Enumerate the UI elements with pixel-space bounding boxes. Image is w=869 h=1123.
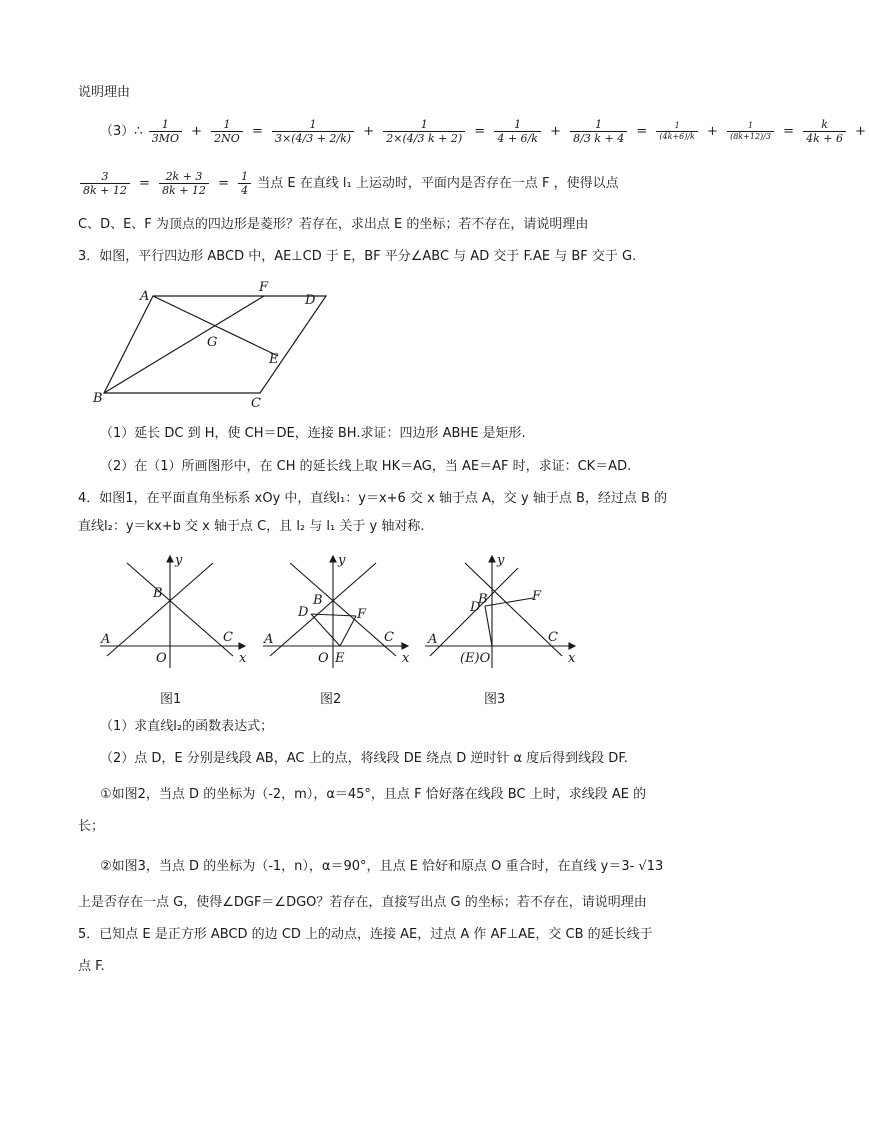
label-g: G	[207, 335, 218, 350]
question-5: 5．已知点 E 是正方形 ABCD 的边 CD 上的动点，连接 AE，过点 A 作 AF⊥AE，交 CB 的延长线于	[78, 927, 653, 942]
axis-x-label: x	[239, 651, 247, 666]
label-e: E	[269, 352, 279, 367]
axis-y-label: y	[497, 553, 505, 568]
fraction: $\frac{1}{4 + 6/k}$	[494, 118, 541, 145]
question-4-case-1: ①如图2，当点 D 的坐标为（-2，m），α＝45°，且点 F 恰好落在线段 BC 上时，求线段 AE 的	[100, 787, 647, 802]
question-4-case-2-cont: 上是否存在一点 G，使得∠DGF＝∠DGO？若存在，直接写出点 G 的坐标；若不存在，请说明理由	[78, 895, 647, 910]
label-c: C	[223, 630, 233, 645]
label-a: A	[101, 632, 111, 647]
fraction: $\frac{1}{(4k+6)/k}$	[656, 121, 698, 142]
label-f: F	[357, 607, 367, 622]
label-b: B	[153, 586, 163, 601]
label-o: O	[318, 651, 329, 666]
text-segment: 当点 E 在直线 l₁ 上运动时，平面内是否存在一点 F ，使得以点	[257, 176, 619, 191]
fraction: $\frac{1}{3MO}$	[149, 118, 182, 145]
question-4-case-2: ②如图3，当点 D 的坐标为（-1，n），α＝90°，且点 E 恰好和原点 O 重合时，在直线 y＝3- √13	[100, 859, 664, 874]
label-o: O	[156, 651, 167, 666]
fraction: $\frac{1}{8/3 k + 4}$	[570, 118, 627, 145]
figure-caption: 图1	[160, 692, 182, 707]
figure-caption: 图2	[320, 692, 342, 707]
label-eo: (E)O	[460, 651, 491, 666]
axis-y-label: y	[175, 553, 183, 568]
question-3: 3．如图，平行四边形 ABCD 中，AE⊥CD 于 E，BF 平分∠ABC 与 AD 交于 F.AE 与 BF 交于 G.	[78, 249, 637, 264]
label-a: A	[428, 632, 438, 647]
fraction: $\frac{k}{4k + 6}$	[803, 118, 846, 145]
fraction: $\frac{3}{8k + 12}$	[80, 170, 130, 197]
question-4-part-2: （2）点 D，E 分别是线段 AB，AC 上的点，将线段 DE 绕点 D 逆时针 α 度后得到线段 DF.	[100, 751, 628, 766]
figure-caption: 图3	[484, 692, 506, 707]
label-c: C	[548, 630, 558, 645]
coordinate-figure-2	[258, 548, 418, 673]
label-a: A	[264, 632, 274, 647]
axis-x-label: x	[402, 651, 410, 666]
question-4-part-1: （1）求直线l₂的函数表达式；	[100, 719, 274, 734]
parallelogram-figure	[88, 278, 338, 410]
label-c: C	[384, 630, 394, 645]
fraction: $\frac{1}{(8k+12)/3}$	[727, 121, 774, 142]
fraction: $\frac{1}{2\times(4/3 k + 2)}$	[383, 118, 465, 145]
text-line: C、D、E、F 为顶点的四边形是菱形？若存在，求出点 E 的坐标；若不存在，请说明理由	[78, 217, 589, 232]
question-5-cont: 点 F.	[78, 959, 105, 974]
axis-x-label: x	[568, 651, 576, 666]
text-line: 说明理由	[78, 85, 131, 100]
label-a: A	[140, 289, 150, 304]
fraction: $\frac{1}{3\times(4/3 + 2/k)}$	[272, 118, 354, 145]
label-b: B	[478, 592, 488, 607]
question-3-part-1: （1）延长 DC 到 H，使 CH＝DE，连接 BH.求证：四边形 ABHE 是矩形.	[100, 426, 526, 441]
label-c: C	[251, 396, 261, 411]
formula-prefix: （3）∴	[100, 124, 143, 139]
axis-y-label: y	[338, 553, 346, 568]
question-4-cont: 直线l₂：y＝kx+b 交 x 轴于点 C，且 l₂ 与 l₁ 关于 y 轴对称.	[78, 519, 425, 534]
label-b: B	[313, 593, 323, 608]
question-4-case-1-cont: 长；	[78, 819, 105, 834]
label-d: D	[298, 605, 309, 620]
label-d: D	[305, 293, 316, 308]
coordinate-figure-1	[95, 548, 255, 673]
question-4: 4．如图1，在平面直角坐标系 xOy 中，直线l₁：y＝x+6 交 x 轴于点 A，交 y 轴于点 B，经过点 B 的	[78, 491, 668, 506]
label-e: E	[335, 651, 345, 666]
formula-line-2: $\frac{3}{8k + 12}$ = $\frac{2k + 3}{8k + 12}$ = $\frac{1}{4}$ 当点 E 在直线 l₁ 上运动时，平面内是否存在一点 F ，使得以点	[78, 170, 619, 197]
label-b: B	[93, 391, 103, 406]
fraction: $\frac{1}{4}$	[238, 170, 251, 197]
fraction: $\frac{2k + 3}{8k + 12}$	[159, 170, 209, 197]
label-d: D	[470, 600, 481, 615]
fraction: $\frac{1}{2NO}$	[211, 118, 243, 145]
coordinate-figure-3	[420, 548, 585, 673]
label-f: F	[259, 280, 269, 295]
formula-line-1: （3）∴ $\frac{1}{3MO}$ + $\frac{1}{2NO}$ = $\frac{1}{3\times(4/3 + 2/k)}$ + $\frac{1}{2\times(4/3 k + 2)}$ = $\frac{1}{4 + 6/k}$ + $\frac{1}{8/3 k + 4}$ = $\frac{1}{(4k+6)/k}$ + $\frac{1}{(8k+12)/3}$ = $\frac{k}{4k + 6}$ +	[100, 118, 867, 145]
question-3-part-2: （2）在（1）所画图形中，在 CH 的延长线上取 HK＝AG，当 AE＝AF 时，求证：CK＝AD.	[100, 459, 632, 474]
label-f: F	[532, 589, 542, 604]
